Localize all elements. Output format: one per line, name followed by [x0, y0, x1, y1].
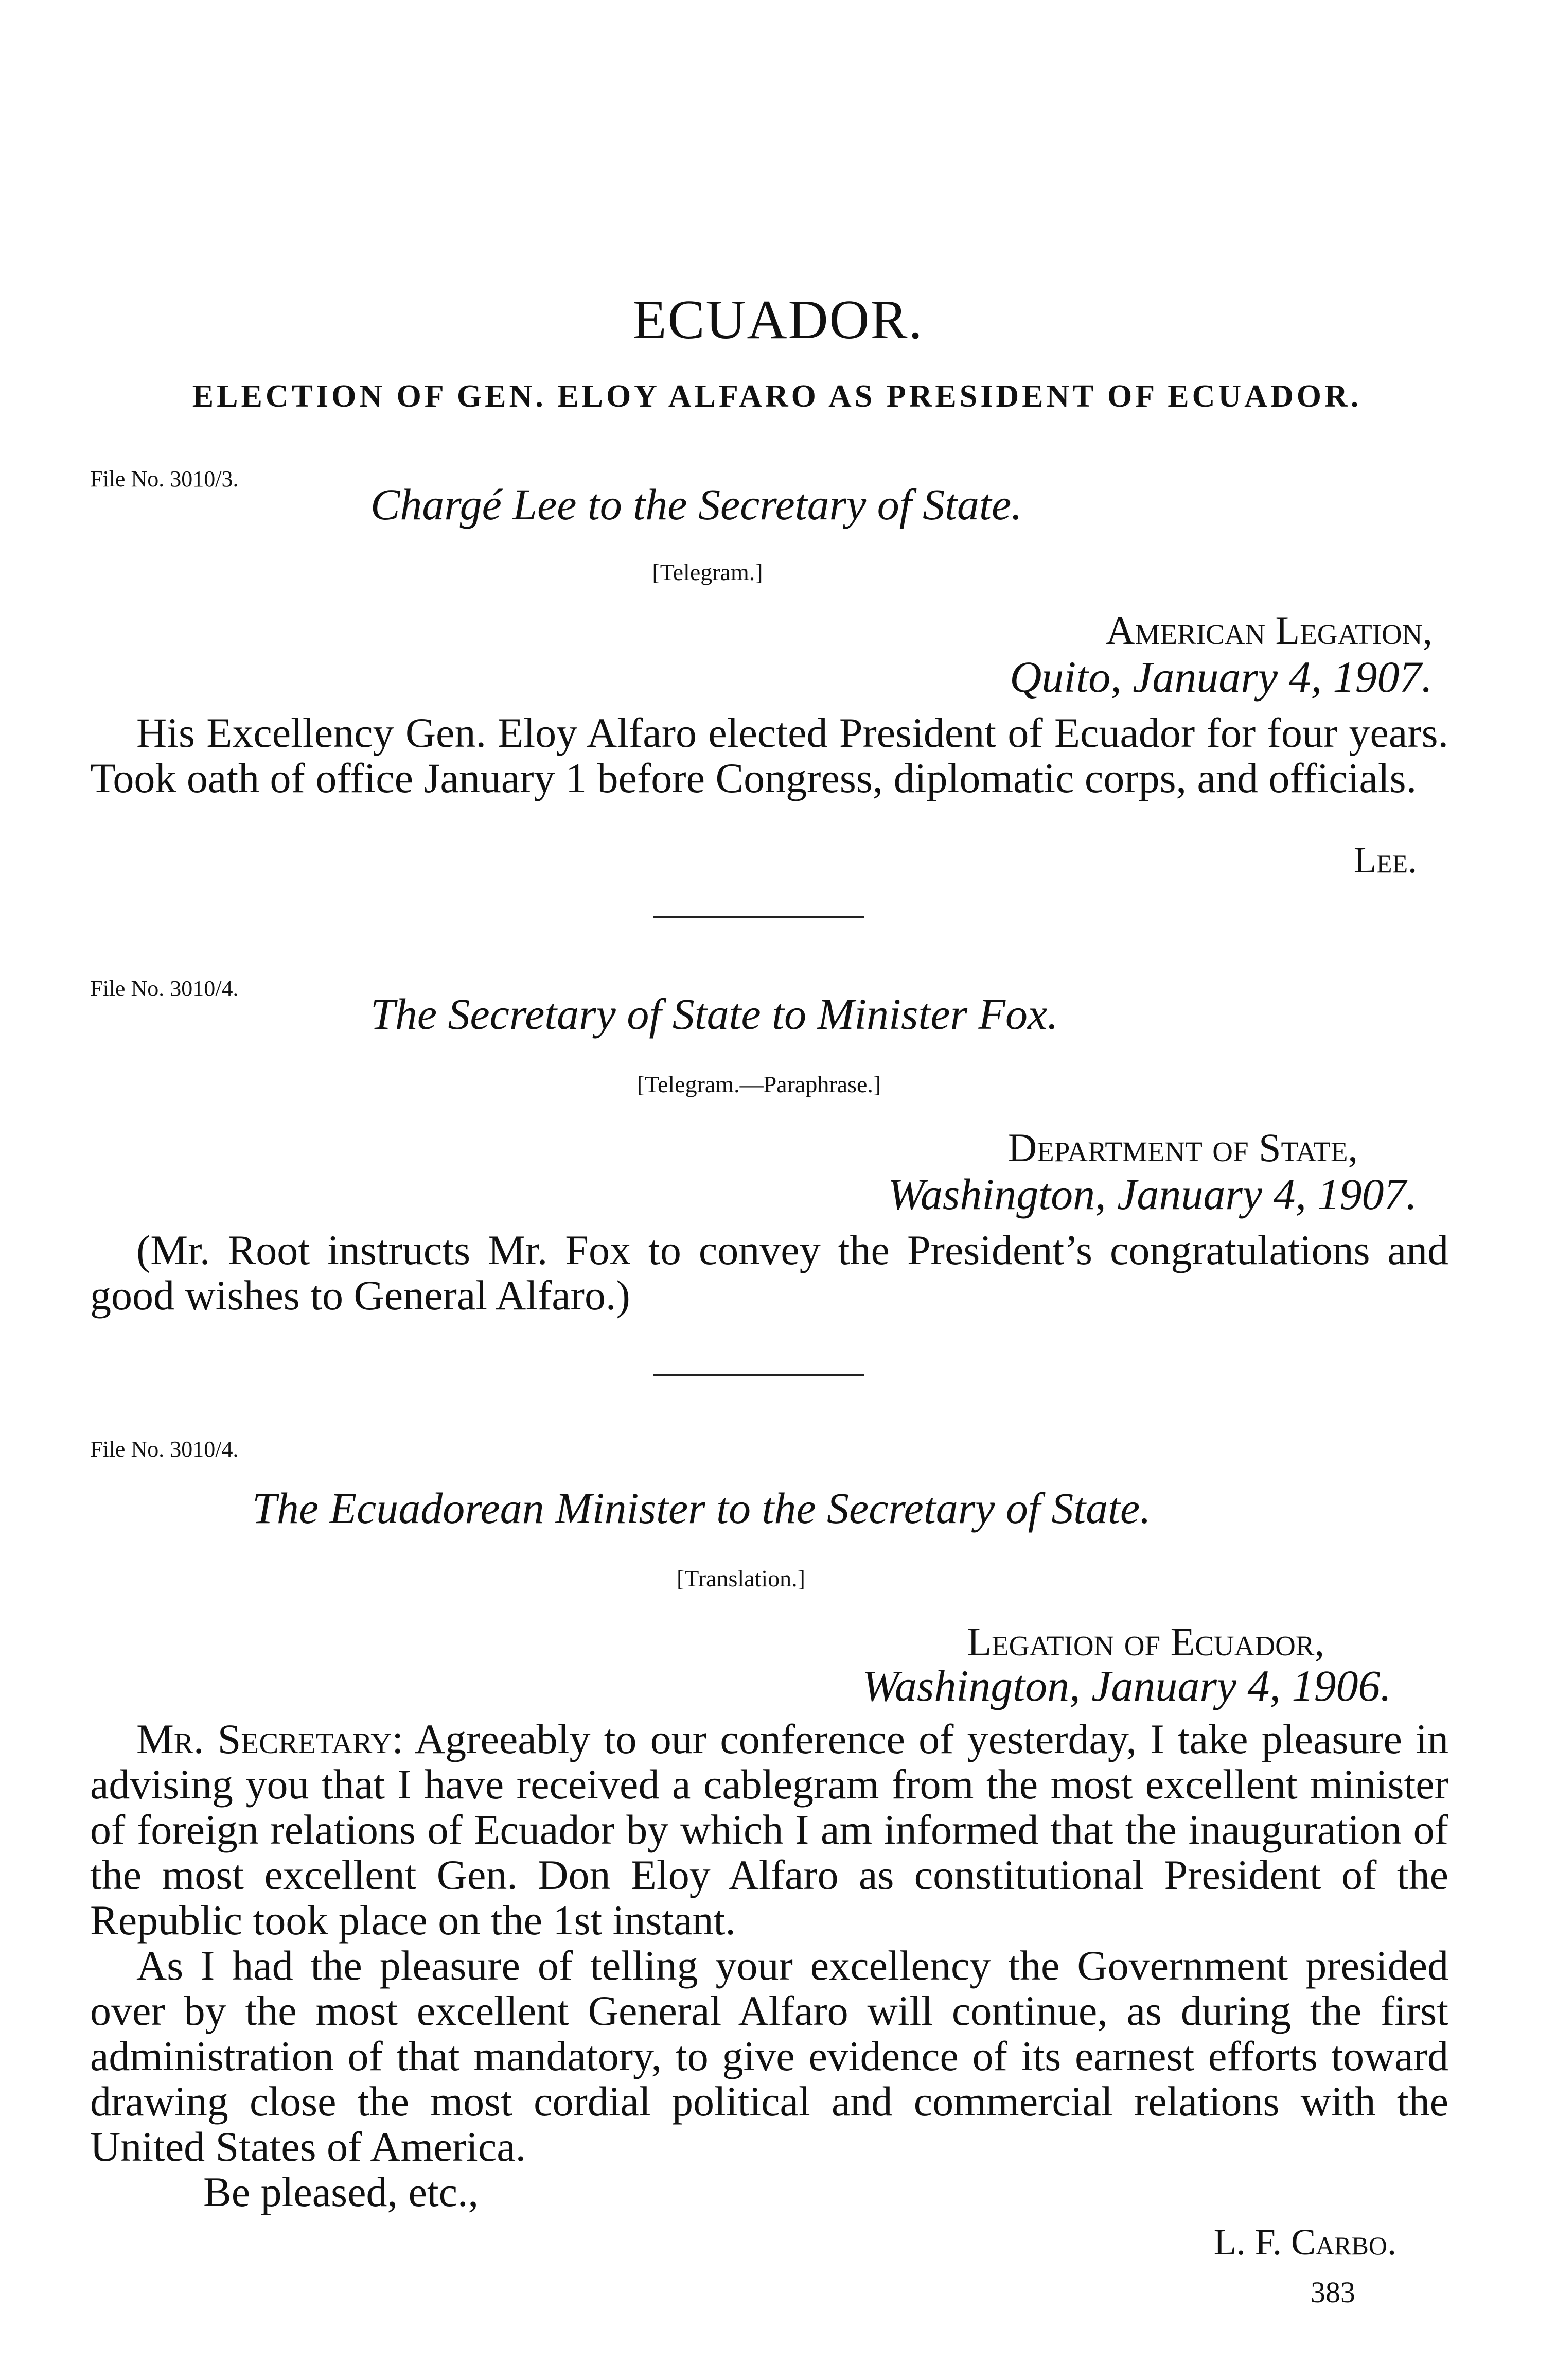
section-divider-2 — [653, 1374, 864, 1376]
doc3-date: Washington, January 4, 1906. — [862, 1661, 1391, 1710]
doc3-paragraph-2: As I had the pleasure of telling your excellency the Government presided over by the most excellent General Alfaro will continue, as during the first administration of that mandatory, to give evidence of its earnest efforts toward drawing close the most cordial political and commercial relations with the United States of America. — [90, 1942, 1448, 2170]
doc1-paragraph: His Excellency Gen. Eloy Alfaro elected President of Ecuador for four years. Took oath of office January 1 before Congress, diplomatic corps, and officials. — [90, 709, 1448, 801]
doc3-paragraph-1 — [90, 1717, 1448, 1943]
doc1-signature: Lee. — [1353, 839, 1417, 881]
doc3-signature: L. F. Carbo. — [1213, 2221, 1396, 2263]
doc1-body — [90, 710, 1448, 801]
file-number-2: File No. 3010/4. — [90, 976, 239, 1001]
page-title: ECUADOR. — [632, 289, 924, 351]
doc3-title: The Ecuadorean Minister to the Secretary of State. — [252, 1483, 1151, 1533]
doc2-date: Washington, January 4, 1907. — [888, 1169, 1417, 1219]
file-number-3: File No. 3010/4. — [90, 1437, 239, 1462]
doc1-place: American Legation, — [1106, 608, 1433, 653]
doc2-title: The Secretary of State to Minister Fox. — [370, 989, 1058, 1039]
doc3-body — [90, 1717, 1448, 2215]
section-heading: ELECTION OF GEN. ELOY ALFARO AS PRESIDENT OF ECUADOR. — [192, 379, 1362, 414]
doc1-date: Quito, January 4, 1907. — [1010, 652, 1433, 702]
doc3-place: Legation of Ecuador, — [967, 1619, 1324, 1664]
doc3-closing: Be pleased, etc., — [203, 2168, 479, 2215]
doc3-paragraph-1-text: Agreeably to our conference of yesterday, I take pleasure in advising you that I have received a cablegram from the most excellent minister of foreign relations of Ecuador by which I am informed that the inauguration of the most excellent Gen. Don Eloy Alfaro as constitutional President of the Republic took place on the 1st instant. — [90, 1716, 1448, 1944]
file-number-1: File No. 3010/3. — [90, 466, 239, 492]
page-number: 383 — [1311, 2276, 1355, 2309]
doc2-note: [Telegram.—Paraphrase.] — [636, 1071, 881, 1097]
salutation: Mr. Secretary: — [136, 1716, 404, 1762]
doc2-paragraph: (Mr. Root instructs Mr. Fox to convey the President’s congratulations and good wishes to General Alfaro.) — [90, 1227, 1448, 1319]
doc1-title: Chargé Lee to the Secretary of State. — [370, 480, 1022, 529]
section-divider-1 — [653, 916, 864, 918]
doc2-body — [90, 1228, 1448, 1318]
doc1-note: [Telegram.] — [652, 559, 763, 585]
doc2-place: Department of State, — [1007, 1125, 1358, 1170]
doc3-note: [Translation.] — [676, 1565, 805, 1591]
